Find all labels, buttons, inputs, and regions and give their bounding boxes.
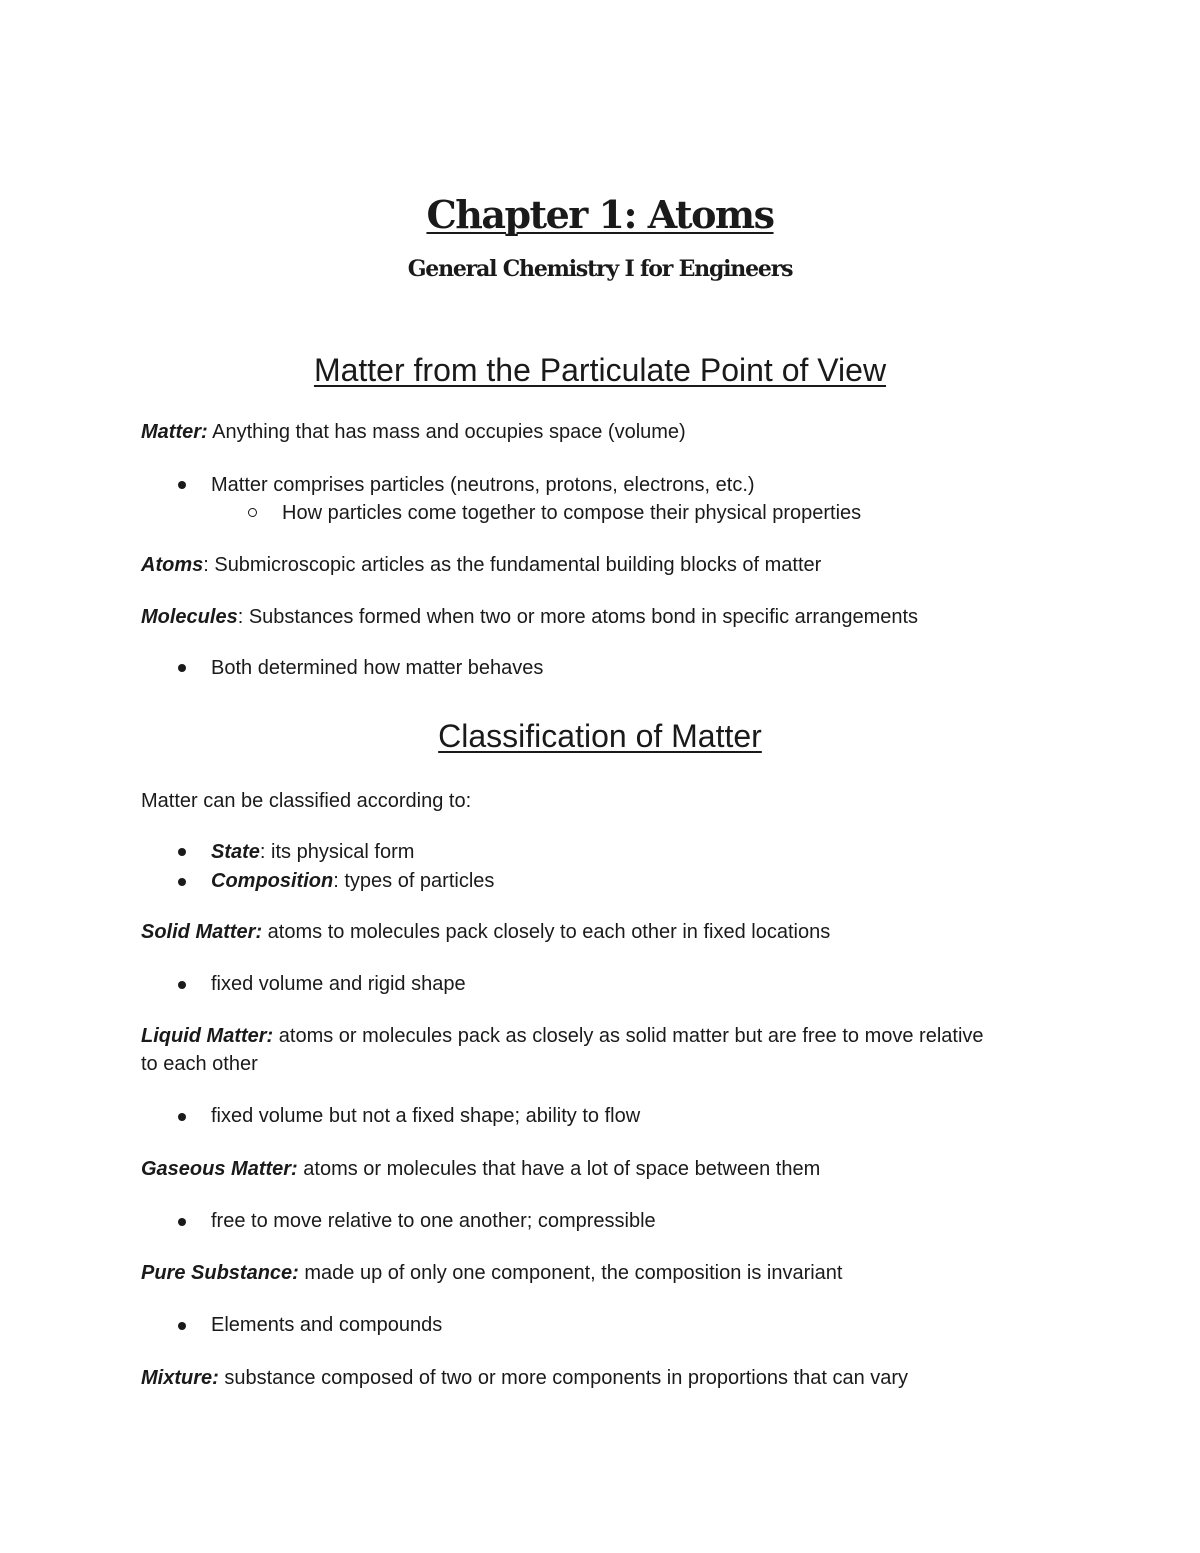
definition-matter: [141, 418, 686, 446]
definition-text: atoms to molecules pack closely to each other in fixed locations: [262, 921, 831, 943]
definition-text: : Submicroscopic articles as the fundamental building blocks of matter: [203, 554, 822, 576]
term-pure-substance: Pure Substance:: [141, 1262, 299, 1284]
bullet-icon: [178, 664, 186, 672]
section-heading-particulate: Matter from the Particulate Point of View: [313, 352, 887, 388]
definition-molecules: [141, 603, 918, 631]
bullet-icon: [178, 481, 186, 489]
hollow-bullet-icon: [248, 508, 257, 517]
term-solid: Solid Matter:: [141, 921, 263, 943]
term-mixture: Mixture:: [141, 1367, 219, 1389]
term-molecules: Molecules: [141, 606, 238, 628]
bullet-icon: [178, 981, 186, 989]
bullet-icon: [178, 878, 186, 886]
list-item: Both determined how matter behaves: [211, 657, 544, 679]
definition-text-continued: to each other: [141, 1053, 258, 1075]
bullet-icon: [178, 1218, 186, 1226]
term-matter: Matter:: [141, 421, 208, 443]
definition-text: atoms or molecules that have a lot of space between them: [297, 1158, 821, 1180]
term-composition: Composition: [211, 870, 334, 892]
page-title: Chapter 1: Atoms: [426, 192, 774, 237]
term-atoms: Atoms: [141, 554, 204, 576]
definition-liquid: [141, 1022, 984, 1050]
definition-solid: [141, 918, 830, 946]
intro-text: Matter can be classified according to:: [141, 790, 472, 812]
definition-text: : its physical form: [259, 841, 415, 863]
list-item-composition: [211, 867, 494, 895]
list-item: free to move relative to one another; compressible: [211, 1210, 656, 1232]
definition-atoms: [141, 551, 821, 579]
definition-text: : Substances formed when two or more atoms bond in specific arrangements: [237, 606, 919, 628]
definition-gas: [141, 1155, 820, 1183]
definition-text: Anything that has mass and occupies space (volume): [207, 421, 686, 443]
term-gas: Gaseous Matter:: [141, 1158, 298, 1180]
definition-text: atoms or molecules pack as closely as solid matter but are free to move relative: [273, 1025, 984, 1047]
bullet-icon: [178, 848, 186, 856]
list-item: Elements and compounds: [211, 1314, 443, 1336]
term-liquid: Liquid Matter:: [141, 1025, 274, 1047]
section-heading-classification: Classification of Matter: [438, 718, 762, 754]
list-item: Matter comprises particles (neutrons, protons, electrons, etc.): [211, 474, 755, 496]
definition-text: substance composed of two or more components in proportions that can vary: [218, 1367, 909, 1389]
list-item-state: [211, 838, 414, 866]
list-item: fixed volume but not a fixed shape; ability to flow: [211, 1105, 641, 1127]
page-subtitle: General Chemistry I for Engineers: [407, 256, 793, 282]
definition-mixture: [141, 1364, 908, 1392]
list-item: fixed volume and rigid shape: [211, 973, 466, 995]
definition-pure-substance: [141, 1259, 842, 1287]
term-state: State: [211, 841, 260, 863]
definition-text: made up of only one component, the composition is invariant: [298, 1262, 843, 1284]
definition-text: : types of particles: [333, 870, 495, 892]
sub-list-item: How particles come together to compose their physical properties: [282, 502, 862, 524]
bullet-icon: [178, 1113, 186, 1121]
bullet-icon: [178, 1322, 186, 1330]
